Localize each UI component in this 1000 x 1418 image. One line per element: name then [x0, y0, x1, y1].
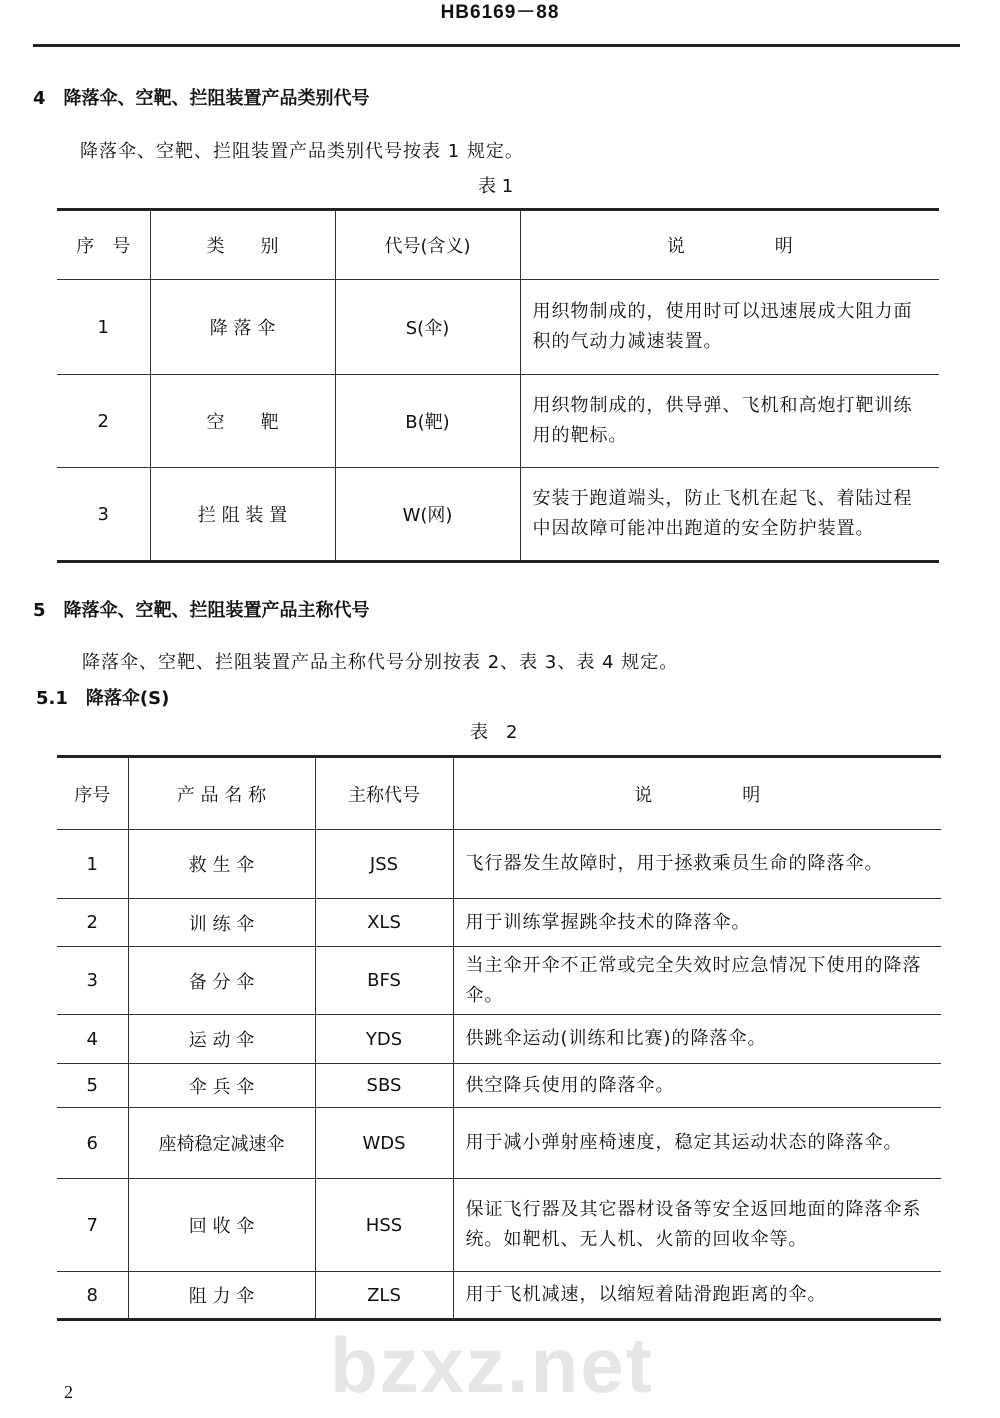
table-row [57, 1108, 941, 1179]
cell-code: JSS [315, 830, 453, 899]
table-1-caption: 表 1 [478, 176, 514, 197]
cell-code: S(伞) [335, 280, 520, 375]
cell-name: 救 生 伞 [128, 830, 315, 899]
table-row [57, 947, 941, 1015]
cell-name: 训 练 伞 [128, 899, 315, 947]
section-4-text: 降落伞、空靶、拦阻装置产品类别代号按表 1 规定。 [80, 141, 524, 162]
section-5-heading: 5 降落伞、空靶、拦阻装置产品主称代号 [33, 600, 370, 621]
column-header: 序号 [57, 757, 128, 830]
cell-description: 供空降兵使用的降落伞。 [453, 1064, 941, 1108]
table-2-caption: 表 2 [470, 722, 518, 743]
cell-name: 降 落 伞 [150, 280, 335, 375]
cell-name: 伞 兵 伞 [128, 1064, 315, 1108]
cell-description: 当主伞开伞不正常或完全失效时应急情况下使用的降落伞。 [453, 947, 941, 1015]
table-header-row [57, 757, 941, 830]
cell-description: 飞行器发生故障时，用于拯救乘员生命的降落伞。 [453, 830, 941, 899]
header-rule [33, 44, 960, 47]
cell-index: 3 [57, 947, 128, 1015]
cell-description: 用于训练掌握跳伞技术的降落伞。 [453, 899, 941, 947]
cell-name: 拦 阻 装 置 [150, 468, 335, 562]
cell-description: 安装于跑道端头，防止飞机在起飞、着陆过程中因故障可能冲出跑道的安全防护装置。 [520, 468, 939, 562]
column-header: 序 号 [57, 210, 150, 280]
section-5-text: 降落伞、空靶、拦阻装置产品主称代号分别按表 2、表 3、表 4 规定。 [82, 652, 679, 673]
table-row [57, 1064, 941, 1108]
table-2 [57, 755, 941, 1321]
page-number: 2 [64, 1382, 73, 1402]
cell-code: YDS [315, 1015, 453, 1064]
document-number: HB6169－88 [440, 2, 560, 23]
column-header: 说 明 [453, 757, 941, 830]
cell-name: 运 动 伞 [128, 1015, 315, 1064]
cell-code: ZLS [315, 1272, 453, 1320]
column-header: 代号(含义) [335, 210, 520, 280]
cell-code: BFS [315, 947, 453, 1015]
cell-index: 3 [57, 468, 150, 562]
cell-index: 7 [57, 1179, 128, 1272]
cell-name: 座椅稳定减速伞 [128, 1108, 315, 1179]
cell-name: 备 分 伞 [128, 947, 315, 1015]
cell-index: 2 [57, 375, 150, 468]
section-5-1-heading: 5.1 降落伞(S) [36, 688, 170, 709]
cell-index: 6 [57, 1108, 128, 1179]
cell-description: 保证飞行器及其它器材设备等安全返回地面的降落伞系统。如靶机、无人机、火箭的回收伞等。 [453, 1179, 941, 1272]
table-header-row [57, 210, 939, 280]
table-row [57, 1179, 941, 1272]
cell-code: WDS [315, 1108, 453, 1179]
cell-code: W(网) [335, 468, 520, 562]
cell-name: 空 靶 [150, 375, 335, 468]
cell-index: 8 [57, 1272, 128, 1320]
table-row [57, 1015, 941, 1064]
cell-index: 1 [57, 280, 150, 375]
table-row [57, 280, 939, 375]
column-header: 主称代号 [315, 757, 453, 830]
watermark: bzxz.net [330, 1321, 654, 1409]
table-row [57, 1272, 941, 1320]
section-4-heading: 4 降落伞、空靶、拦阻装置产品类别代号 [33, 88, 370, 109]
table-row [57, 375, 939, 468]
cell-description: 用于飞机减速，以缩短着陆滑跑距离的伞。 [453, 1272, 941, 1320]
cell-index: 2 [57, 899, 128, 947]
table-row [57, 899, 941, 947]
cell-description: 用织物制成的，使用时可以迅速展成大阻力面积的气动力减速装置。 [520, 280, 939, 375]
column-header: 说 明 [520, 210, 939, 280]
cell-description: 用于减小弹射座椅速度，稳定其运动状态的降落伞。 [453, 1108, 941, 1179]
cell-description: 用织物制成的，供导弹、飞机和高炮打靶训练用的靶标。 [520, 375, 939, 468]
cell-code: B(靶) [335, 375, 520, 468]
cell-code: SBS [315, 1064, 453, 1108]
cell-code: XLS [315, 899, 453, 947]
cell-name: 回 收 伞 [128, 1179, 315, 1272]
table-1 [57, 208, 939, 563]
cell-description: 供跳伞运动(训练和比赛)的降落伞。 [453, 1015, 941, 1064]
cell-name: 阻 力 伞 [128, 1272, 315, 1320]
table-row [57, 830, 941, 899]
cell-index: 4 [57, 1015, 128, 1064]
table-row [57, 468, 939, 562]
column-header: 产 品 名 称 [128, 757, 315, 830]
cell-index: 1 [57, 830, 128, 899]
cell-code: HSS [315, 1179, 453, 1272]
cell-index: 5 [57, 1064, 128, 1108]
column-header: 类 别 [150, 210, 335, 280]
